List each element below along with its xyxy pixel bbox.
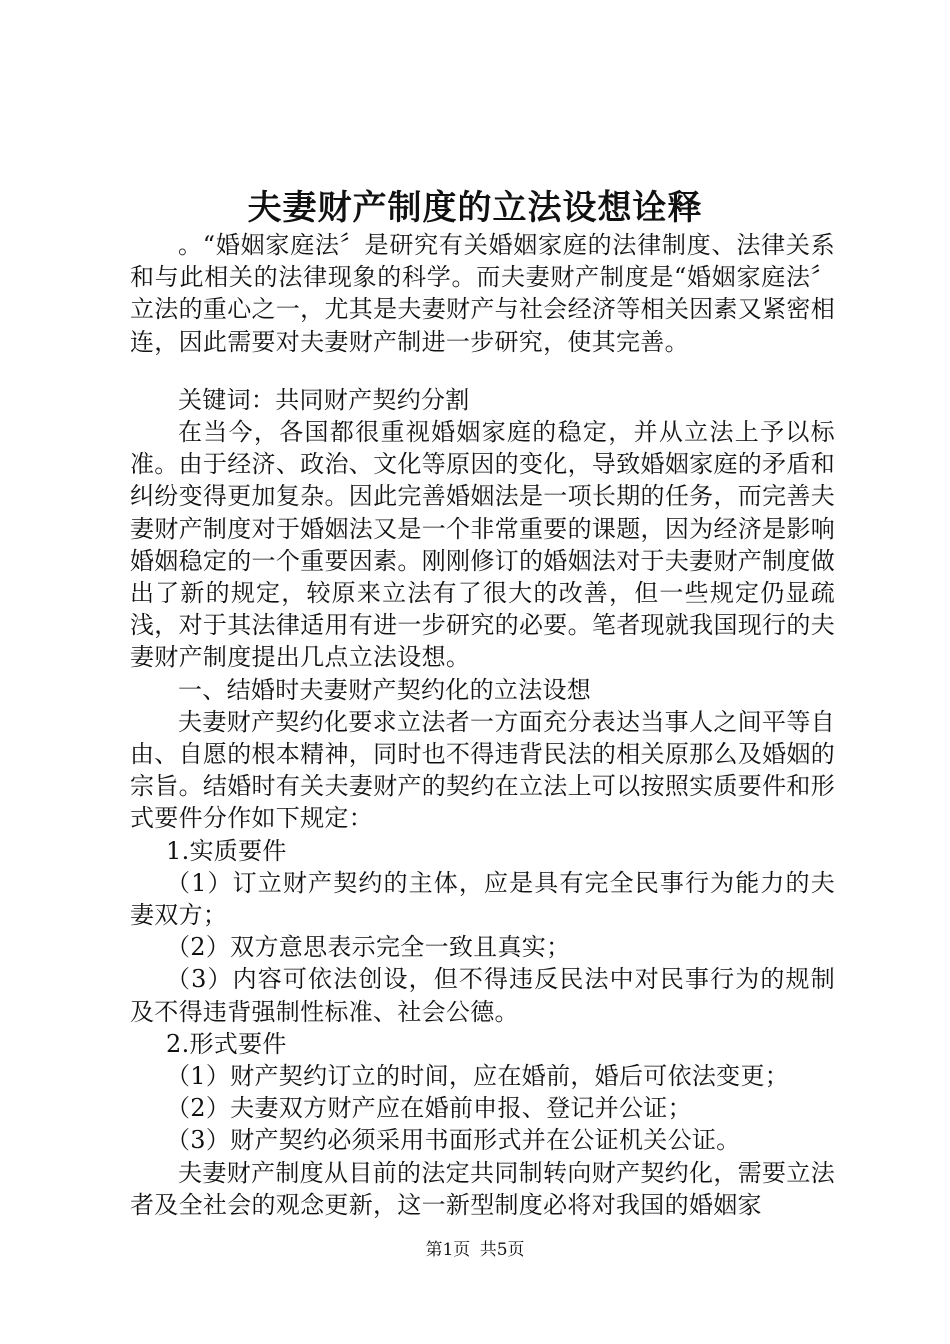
- subheading-substantive: 1.实质要件: [166, 836, 287, 865]
- list-item: （3）内容可依法创设，但不得违反民法中对民事行为的规制及不得违背强制性标准、社会公德。: [130, 965, 835, 1026]
- document-title: 夫妻财产制度的立法设想诠释: [247, 188, 703, 228]
- section-heading-1: 一、结婚时夫妻财产契约化的立法设想: [178, 675, 592, 704]
- closing-paragraph: 夫妻财产制度从目前的法定共同制转向财产契约化，需要立法者及全社会的观念更新，这一新型制度必将对我国的婚姻家: [130, 1158, 835, 1219]
- section-paragraph: 夫妻财产契约化要求立法者一方面充分表达当事人之间平等自由、自愿的根本精神，同时也不得违背民法的相关原那么及婚姻的宗旨。结婚时有关夫妻财产的契约在立法上可以按照实质要件和形式要件分作如下规定：: [130, 707, 835, 833]
- list-item: （2）双方意思表示完全一致且真实；: [166, 933, 571, 962]
- subheading-formal: 2.形式要件: [166, 1029, 287, 1058]
- abstract-paragraph: 。“婚姻家庭法〞是研究有关婚姻家庭的法律制度、法律关系和与此相关的法律现象的科学。而夫妻财产制度是“婚姻家庭法〞立法的重心之一，尤其是夫妻财产与社会经济等相关因素又紧密相连，因此需要对夫妻财产制进一步研究，使其完善。: [130, 231, 835, 356]
- list-item: （3）财产契约必须采用书面形式并在公证机关公证。: [166, 1126, 741, 1155]
- list-item: （2）夫妻双方财产应在婚前申报、登记并公证；: [166, 1094, 692, 1123]
- page-total: 共5页: [479, 1240, 525, 1260]
- document-body: [130, 229, 835, 1221]
- list-item: （1）订立财产契约的主体，应是具有完全民事行为能力的夫妻双方；: [130, 868, 835, 930]
- intro-paragraph: 在当今，各国都很重视婚姻家庭的稳定，并从立法上予以标准。由于经济、政治、文化等原因的变化，导致婚姻家庭的矛盾和纠纷变得更加复杂。因此完善婚姻法是一项长期的任务，而完善夫妻财产制度对于婚姻法又是一个非常重要的课题，因为经济是影响婚姻稳定的一个重要因素。刚刚修订的婚姻法对于夫妻财产制度做出了新的规定，较原来立法有了很大的改善，但一些规定仍显疏浅，对于其法律适用有进一步研究的必要。笔者现就我国现行的夫妻财产制度提出几点立法设想。: [130, 418, 835, 672]
- page-footer: [0, 1238, 950, 1262]
- list-item: （1）财产契约订立的时间，应在婚前，婚后可依法变更；: [166, 1062, 790, 1091]
- keywords-line: 关键词：共同财产契约分割: [178, 385, 470, 414]
- page-number: 第1页: [425, 1240, 471, 1260]
